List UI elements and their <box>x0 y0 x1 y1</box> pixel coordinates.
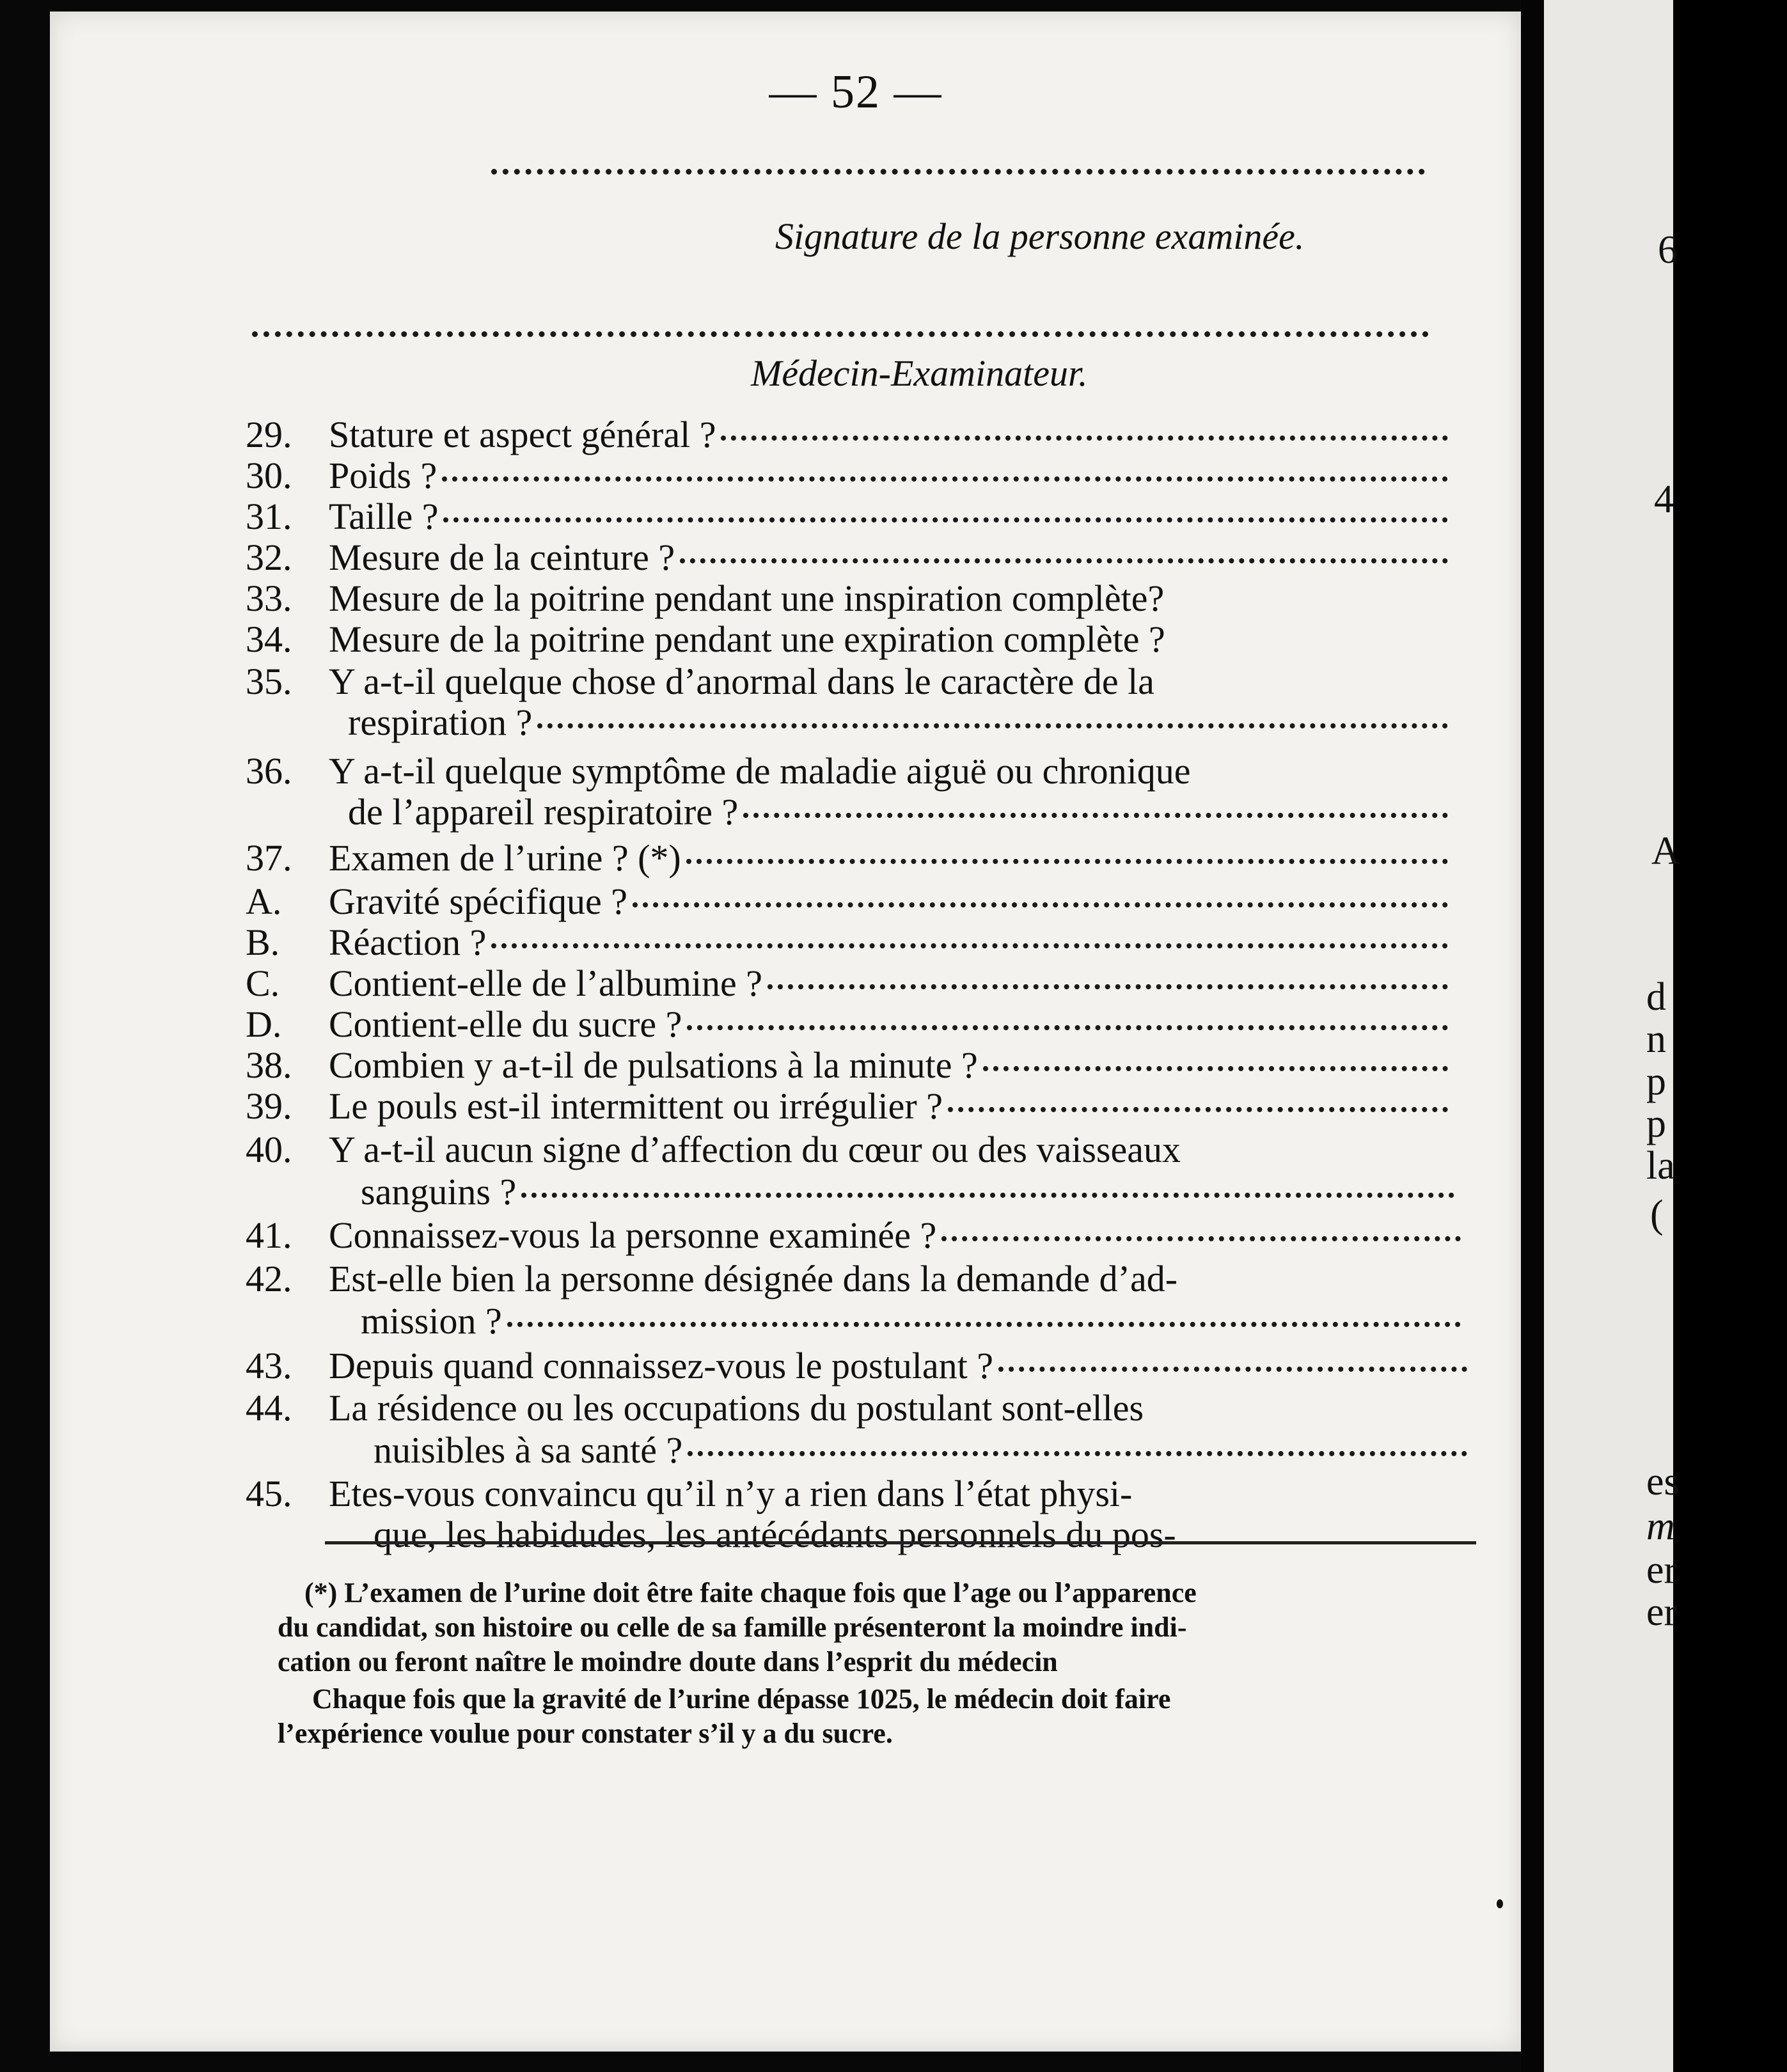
answer-dotted-line <box>743 813 1448 818</box>
question-text: Poids ? <box>329 455 437 496</box>
question-text: Contient-elle du sucre ? <box>329 1003 682 1045</box>
question-number: 32. <box>246 537 292 578</box>
question-37b <box>246 921 1448 962</box>
adjacent-page-fragment: er <box>1646 1590 1678 1634</box>
question-text: Contient-elle de l’albumine ? <box>329 962 763 1004</box>
question-text: Mesure de la poitrine pendant une inspiration complète? <box>329 577 1165 619</box>
adjacent-page-fragment: es <box>1646 1460 1680 1503</box>
question-45 <box>246 1472 1474 1513</box>
question-text: Mesure de la ceinture ? <box>329 537 675 578</box>
adjacent-page-fragment: la <box>1646 1144 1675 1188</box>
question-text-continued: sanguins ? <box>361 1171 517 1213</box>
adjacent-page-edge <box>1544 0 1680 2072</box>
question-42 <box>246 1257 1474 1298</box>
question-number: 39. <box>246 1085 292 1127</box>
adjacent-page-fragment: n <box>1646 1017 1666 1061</box>
question-text: Le pouls est-il intermittent ou irrégulier ? <box>329 1085 943 1127</box>
adjacent-page-fragment: d <box>1646 975 1666 1019</box>
question-number: 36. <box>246 750 292 792</box>
question-text-continued: nuisibles à sa santé ? <box>374 1429 683 1471</box>
question-text: Y a-t-il aucun signe d’affection du cœur ou des vaisseaux <box>329 1129 1181 1170</box>
answer-dotted-line <box>537 723 1448 728</box>
examiner-caption: Médecin-Examinateur. <box>751 352 1088 394</box>
question-number: 33. <box>246 577 292 619</box>
question-number: 37. <box>246 837 292 879</box>
signature-dotted-line <box>491 169 1425 175</box>
answer-dotted-line <box>687 1025 1448 1030</box>
question-text-continued: de l’appareil respiratoire ? <box>348 791 739 833</box>
question-42-continuation <box>361 1299 1461 1340</box>
adjacent-page-fragment: 4 <box>1654 478 1674 521</box>
question-44 <box>246 1386 1474 1427</box>
footnote-line: l’expérience voulue pour constater s’il y a du sucre. <box>278 1718 893 1749</box>
question-number: B. <box>246 922 280 963</box>
adjacent-page-fragment: 6 <box>1658 228 1678 272</box>
answer-dotted-line <box>507 1322 1461 1327</box>
question-text: Examen de l’urine ? (*) <box>329 837 681 879</box>
question-44-continuation <box>374 1429 1467 1470</box>
question-text: Gravité spécifique ? <box>329 881 628 922</box>
document-page <box>50 12 1521 2052</box>
question-text: Est-elle bien la personne désignée dans la demande d’ad- <box>329 1258 1178 1299</box>
adjacent-page-fragment: er <box>1646 1548 1678 1592</box>
question-36 <box>246 750 1461 790</box>
question-text: Taille ? <box>329 496 439 537</box>
question-text: Mesure de la poitrine pendant une expiration complète ? <box>329 618 1165 660</box>
answer-dotted-line <box>983 1066 1448 1071</box>
answer-dotted-line <box>948 1107 1448 1112</box>
answer-dotted-line <box>686 859 1448 864</box>
question-37a <box>246 880 1448 921</box>
footnote-line: Chaque fois que la gravité de l’urine dépasse 1025, le médecin doit faire <box>312 1683 1171 1715</box>
answer-dotted-line <box>941 1236 1461 1241</box>
answer-dotted-line <box>998 1367 1467 1372</box>
answer-dotted-line <box>442 476 1448 482</box>
answer-dotted-line <box>633 902 1448 907</box>
question-37c <box>246 962 1448 1003</box>
adjacent-page-fragment: m <box>1646 1505 1675 1548</box>
examiner-dotted-line <box>252 331 1429 337</box>
question-number: 34. <box>246 618 292 660</box>
adjacent-page-fragment: p <box>1646 1102 1666 1145</box>
question-29 <box>246 413 1448 454</box>
question-43 <box>246 1344 1467 1385</box>
question-33 <box>246 577 1461 618</box>
question-35-continuation <box>348 701 1448 742</box>
question-number: 40. <box>246 1129 292 1170</box>
footnote-line: du candidat, son histoire ou celle de sa famille présenteront la moindre indi- <box>278 1612 1187 1643</box>
answer-dotted-line <box>491 943 1448 948</box>
question-number: 45. <box>246 1473 292 1514</box>
question-30 <box>246 454 1448 495</box>
answer-dotted-line <box>768 984 1448 989</box>
answer-dotted-line <box>443 517 1448 522</box>
question-34 <box>246 618 1461 659</box>
question-text: Y a-t-il quelque chose d’anormal dans le caractère de la <box>329 661 1154 702</box>
question-32 <box>246 536 1448 577</box>
question-text: La résidence ou les occupations du postulant sont-elles <box>329 1387 1144 1429</box>
question-text: Etes-vous convaincu qu’il n’y a rien dans l’état physi- <box>329 1473 1133 1514</box>
question-number: D. <box>246 1003 282 1045</box>
question-number: 29. <box>246 414 292 455</box>
question-number: C. <box>246 962 280 1004</box>
question-38 <box>246 1044 1448 1085</box>
question-text: Réaction ? <box>329 922 487 963</box>
question-39 <box>246 1085 1448 1126</box>
answer-dotted-line <box>721 436 1448 441</box>
signature-caption: Signature de la personne examinée. <box>775 216 1305 257</box>
footnote-line: (*) L’examen de l’urine doit être faite chaque fois que l’age ou l’apparence <box>304 1577 1197 1608</box>
answer-dotted-line <box>680 558 1448 563</box>
question-36-continuation <box>348 790 1448 831</box>
question-text: Combien y a-t-il de pulsations à la minute ? <box>329 1044 978 1086</box>
question-text-continued: respiration ? <box>348 702 533 743</box>
question-text: Y a-t-il quelque symptôme de maladie aiguë ou chronique <box>329 750 1191 792</box>
question-45-continuation <box>374 1513 1474 1554</box>
page-number: — 52 — <box>769 66 943 118</box>
question-number: A. <box>246 881 282 922</box>
question-number: 43. <box>246 1345 292 1386</box>
question-number: 31. <box>246 496 292 537</box>
question-37 <box>246 836 1448 877</box>
question-text: Stature et aspect général ? <box>329 414 716 455</box>
footnote-rule <box>325 1541 1476 1544</box>
adjacent-page-fragment: p <box>1646 1060 1666 1103</box>
question-37d <box>246 1003 1448 1044</box>
question-text: Connaissez-vous la personne examinée ? <box>329 1214 937 1256</box>
footnote-line: cation ou feront naître le moindre doute dans l’esprit du médecin <box>278 1646 1058 1677</box>
question-31 <box>246 495 1448 536</box>
answer-dotted-line <box>688 1451 1467 1456</box>
question-number: 35. <box>246 661 292 702</box>
scan-speck <box>1497 1899 1503 1908</box>
question-35 <box>246 660 1461 701</box>
adjacent-page-fragment: A <box>1651 829 1680 873</box>
question-41 <box>246 1214 1461 1255</box>
question-number: 42. <box>246 1258 292 1299</box>
question-number: 44. <box>246 1387 292 1429</box>
question-number: 30. <box>246 455 292 496</box>
question-number: 38. <box>246 1044 292 1086</box>
question-text-continued: mission ? <box>361 1300 502 1342</box>
question-40 <box>246 1128 1474 1169</box>
page-gutter <box>1521 0 1544 2072</box>
question-text: Depuis quand connaissez-vous le postulant ? <box>329 1345 993 1386</box>
question-number: 41. <box>246 1214 292 1256</box>
answer-dotted-line <box>521 1193 1454 1198</box>
question-text-continued: que, les habidudes, les antécédants personnels du pos- <box>374 1514 1176 1555</box>
adjacent-page-fragment: ( <box>1650 1193 1664 1236</box>
question-40-continuation <box>361 1170 1454 1211</box>
